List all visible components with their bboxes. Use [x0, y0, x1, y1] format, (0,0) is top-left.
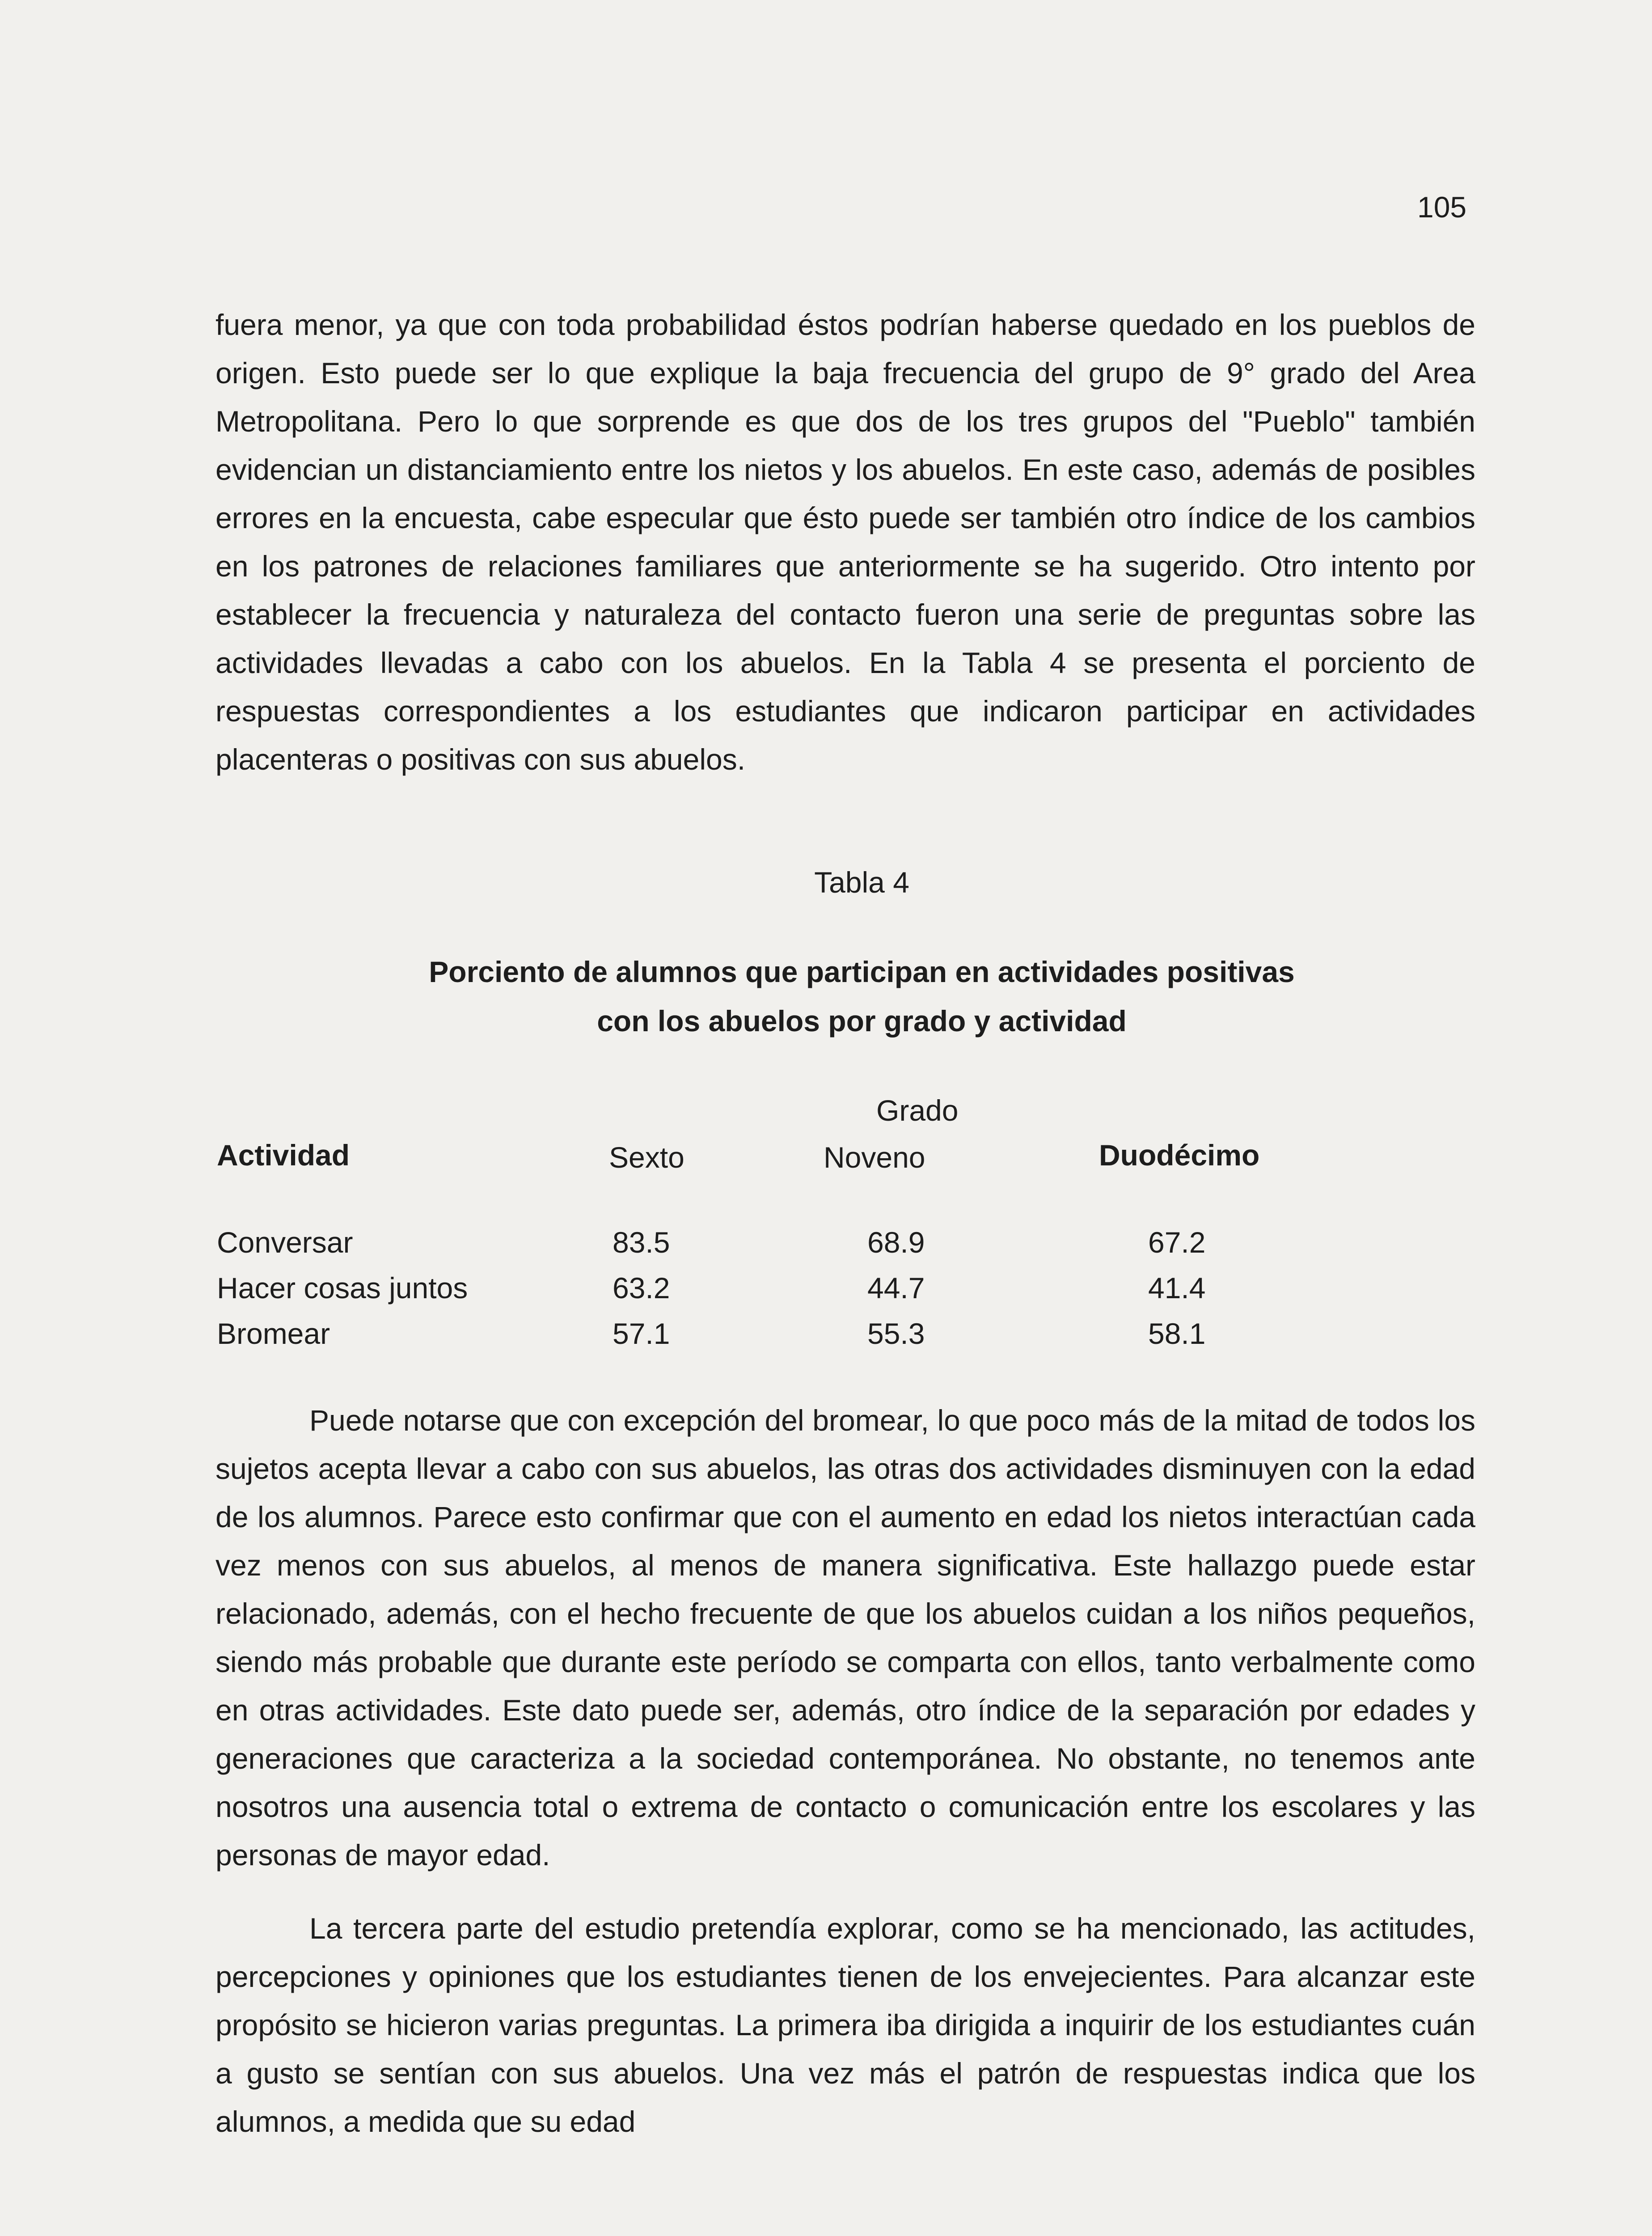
table-cell-duodecimo: 67.2 [1148, 1226, 1206, 1259]
table-header-activity: Actividad [217, 1139, 350, 1172]
table-title-line-1: Porciento de alumnos que participan en actividades positivas [429, 955, 1295, 988]
paragraph-3: La tercera parte del estudio pretendía explorar, como se ha mencionado, las actitudes, percepciones y opiniones que los estudiantes tienen de los envejecientes. Para alcanzar este propósito se hicieron varias preguntas. La primera iba dirigida a inquirir de los estudiantes cuán a gusto se sentían con sus abuelos. Una vez más el patrón de respuestas indica que los alumnos, a medida que su edad [215, 1912, 1475, 2138]
table-header-duodecimo: Duodécimo [1099, 1139, 1260, 1172]
table-cell-noveno: 44.7 [867, 1271, 925, 1304]
table-header-noveno: Noveno [824, 1141, 925, 1174]
table-cell-activity: Hacer cosas juntos [217, 1271, 468, 1304]
table-cell-noveno: 68.9 [867, 1226, 925, 1259]
table-cell-duodecimo: 41.4 [1148, 1271, 1206, 1304]
table-cell-duodecimo: 58.1 [1148, 1317, 1206, 1350]
table-cell-activity: Bromear [217, 1317, 330, 1350]
table-cell-noveno: 55.3 [867, 1317, 925, 1350]
table-cell-activity: Conversar [217, 1226, 353, 1259]
table-label: Tabla 4 [814, 866, 909, 899]
paragraph-1: fuera menor, ya que con toda probabilidad éstos podrían haberse quedado en los pueblos de origen. Esto puede ser lo que explique la baja frecuencia del grupo de 9° grado del Area Metropolitana. Pero lo que sorprende es que dos de los tres grupos del "Pueblo" también evidencian un distanciamiento entre los nietos y los abuelos. En este caso, además de posibles errores en la encuesta, cabe especular que ésto puede ser también otro índice de los cambios en los patrones de relaciones familiares que anteriormente se ha sugerido. Otro intento por establecer la frecuencia y naturaleza del contacto fueron una serie de preguntas sobre las actividades llevadas a cabo con los abuelos. En la Tabla 4 se presenta el porciento de respuestas correspondientes a los estudiantes que indicaron participar en actividades placenteras o positivas con sus abuelos. [215, 308, 1475, 776]
table-cell-sexto: 57.1 [613, 1317, 670, 1350]
page-number: 105 [1417, 191, 1467, 224]
table-group-header: Grado [876, 1094, 959, 1127]
paragraph-2: Puede notarse que con excepción del bromear, lo que poco más de la mitad de todos los sujetos acepta llevar a cabo con sus abuelos, las otras dos actividades disminuyen con la edad de los alumnos. Parece esto confirmar que con el aumento en edad los nietos interactúan cada vez menos con sus abuelos, al menos de manera significativa. Este hallazgo puede estar relacionado, además, con el hecho frecuente de que los abuelos cuidan a los niños pequeños, siendo más probable que durante este período se comparta con ellos, tanto verbalmente como en otras actividades. Este dato puede ser, además, otro índice de la separación por edades y generaciones que caracteriza a la sociedad contemporánea. No obstante, no tenemos ante nosotros una ausencia total o extrema de contacto o comunicación entre los escolares y las personas de mayor edad. [215, 1404, 1475, 1872]
table-cell-sexto: 63.2 [613, 1271, 670, 1304]
table-cell-sexto: 83.5 [613, 1226, 670, 1259]
table-title [0, 947, 1652, 1046]
table-title-line-2: con los abuelos por grado y actividad [597, 1004, 1127, 1038]
table-header-sexto: Sexto [609, 1141, 684, 1174]
